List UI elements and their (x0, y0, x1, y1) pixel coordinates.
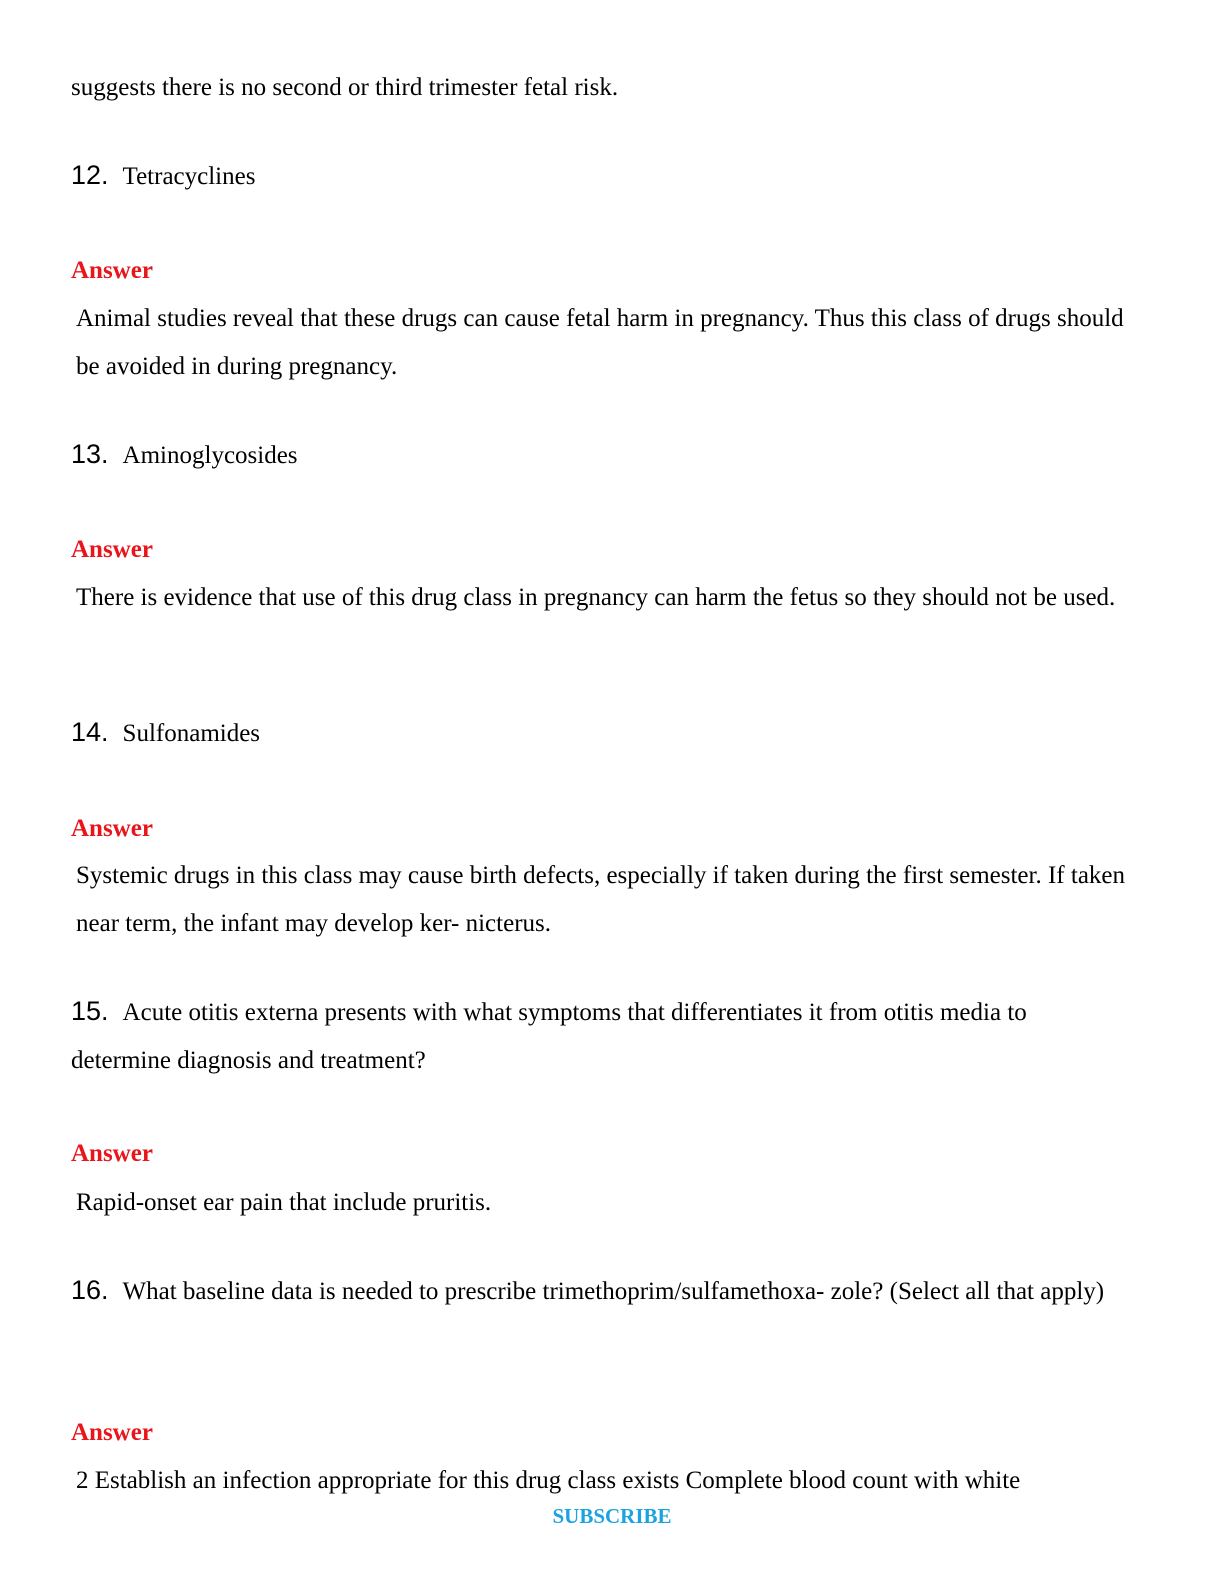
question-15 (71, 987, 1131, 1085)
question-text: Acute otitis externa presents with what symptoms that differentiates it from otitis media to determine diagnosis and treatment? (71, 999, 1027, 1074)
question-text: What baseline data is needed to prescribe trimethoprim/sulfamethoxa- zole? (Select all that apply) (122, 1278, 1105, 1305)
question-12 (71, 151, 1131, 201)
question-number: 16. (71, 1275, 109, 1305)
answer-label: Answer (71, 257, 153, 284)
intro-line: suggests there is no second or third trimester fetal risk. (71, 74, 619, 101)
question-text: Sulfonamides (122, 720, 261, 747)
answer-label: Answer (71, 815, 153, 842)
question-number: 13. (71, 439, 109, 469)
answer-label: Answer (71, 1140, 153, 1167)
question-number: 12. (71, 160, 109, 190)
subscribe-link[interactable]: SUBSCRIBE (552, 1504, 672, 1528)
question-13 (71, 430, 1131, 480)
answer-text: 2 Establish an infection appropriate for this drug class exists Complete blood count with white (76, 1467, 1021, 1494)
question-number: 15. (71, 996, 109, 1026)
question-number: 14. (71, 717, 109, 747)
answer-label: Answer (71, 1419, 153, 1446)
answer-text: Animal studies reveal that these drugs can cause fetal harm in pregnancy. Thus this class of drugs should be avoided in during pregnancy. (76, 305, 1124, 380)
question-16 (71, 1266, 1131, 1316)
answer-text: Systemic drugs in this class may cause birth defects, especially if taken during the first semester. If taken near term, the infant may develop ker- nicterus. (76, 862, 1126, 937)
question-14 (71, 708, 1131, 758)
answer-label: Answer (71, 536, 153, 563)
answer-text: There is evidence that use of this drug class in pregnancy can harm the fetus so they should not be used. (76, 584, 1116, 611)
question-text: Tetracyclines (122, 163, 256, 190)
answer-text: Rapid-onset ear pain that include pruritis. (76, 1189, 492, 1216)
question-text: Aminoglycosides (122, 442, 298, 469)
